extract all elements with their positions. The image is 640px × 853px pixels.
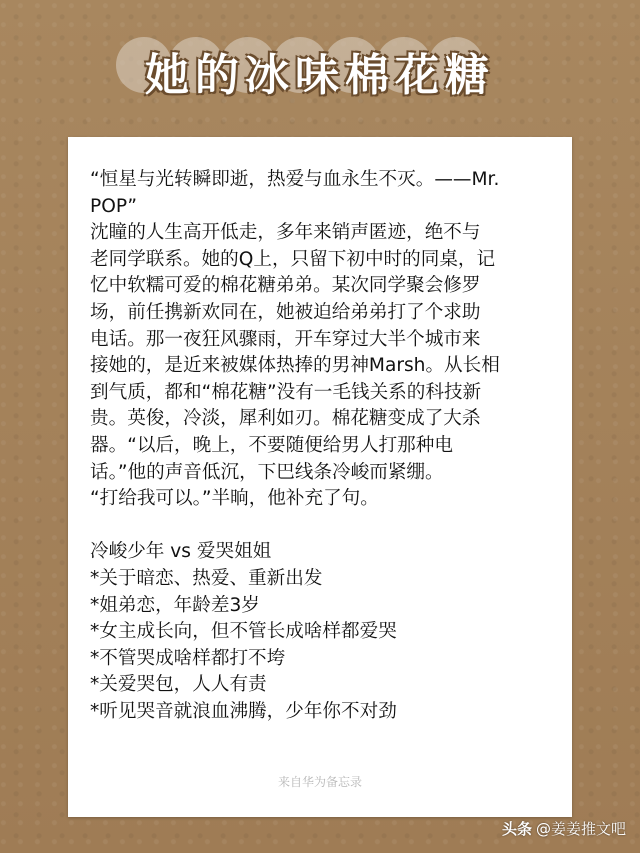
text-line: “打给我可以。”半晌，他补充了句。	[90, 488, 379, 510]
watermark-account: @姜姜推文吧	[535, 820, 626, 838]
text-line: 沈瞳的人生高开低走，多年来销声匿迹，绝不与	[90, 222, 481, 244]
watermark-brand: 头条	[501, 820, 532, 838]
text-line: 接她的，是近来被媒体热捧的男神Marsh。从长相	[90, 355, 500, 377]
blank-line	[90, 513, 558, 540]
text-line: *听见哭音就浪血沸腾，少年你不对劲	[90, 700, 397, 722]
text-line: 话。”他的声音低沉，下巴线条冷峻而紧绷。	[90, 461, 444, 483]
text-line: *姐弟恋，年龄差3岁	[90, 594, 260, 616]
text-line: 电话。那一夜狂风骤雨，开车穿过大半个城市来	[90, 328, 481, 350]
text-line: 冷峻少年 vs 爱哭姐姐	[90, 541, 272, 563]
text-line: *女主成长向，但不管长成啥样都爱哭	[90, 621, 397, 643]
memo-source-note: 来自华为备忘录	[277, 775, 362, 789]
page-title: 她的冰味棉花糖	[145, 50, 495, 101]
text-line: 到气质，都和“棉花糖”没有一毛钱关系的科技新	[90, 381, 482, 403]
note-body	[90, 167, 558, 725]
text-line: 场，前任携新欢同在，她被迫给弟弟打了个求助	[90, 301, 481, 323]
note-card	[68, 137, 572, 817]
text-line: POP”	[90, 195, 138, 217]
text-line: *关于暗恋、热爱、重新出发	[90, 567, 323, 589]
text-line: “恒星与光转瞬即逝，热爱与血永生不灭。——Mr.	[90, 169, 500, 190]
text-line: 器。“以后，晚上，不要随便给男人打那种电	[90, 434, 453, 456]
title-banner	[0, 36, 640, 106]
text-line: *不管哭成啥样都打不垮	[90, 647, 286, 669]
text-line: 忆中软糯可爱的棉花糖弟弟。某次同学聚会修罗	[90, 275, 481, 297]
watermark	[502, 818, 626, 839]
text-line: 老同学联系。她的Q上，只留下初中时的同桌，记	[90, 248, 496, 270]
text-line: 贵。英俊，冷淡，犀利如刃。棉花糖变成了大杀	[90, 408, 481, 430]
text-line: *关爱哭包，人人有责	[90, 674, 267, 696]
